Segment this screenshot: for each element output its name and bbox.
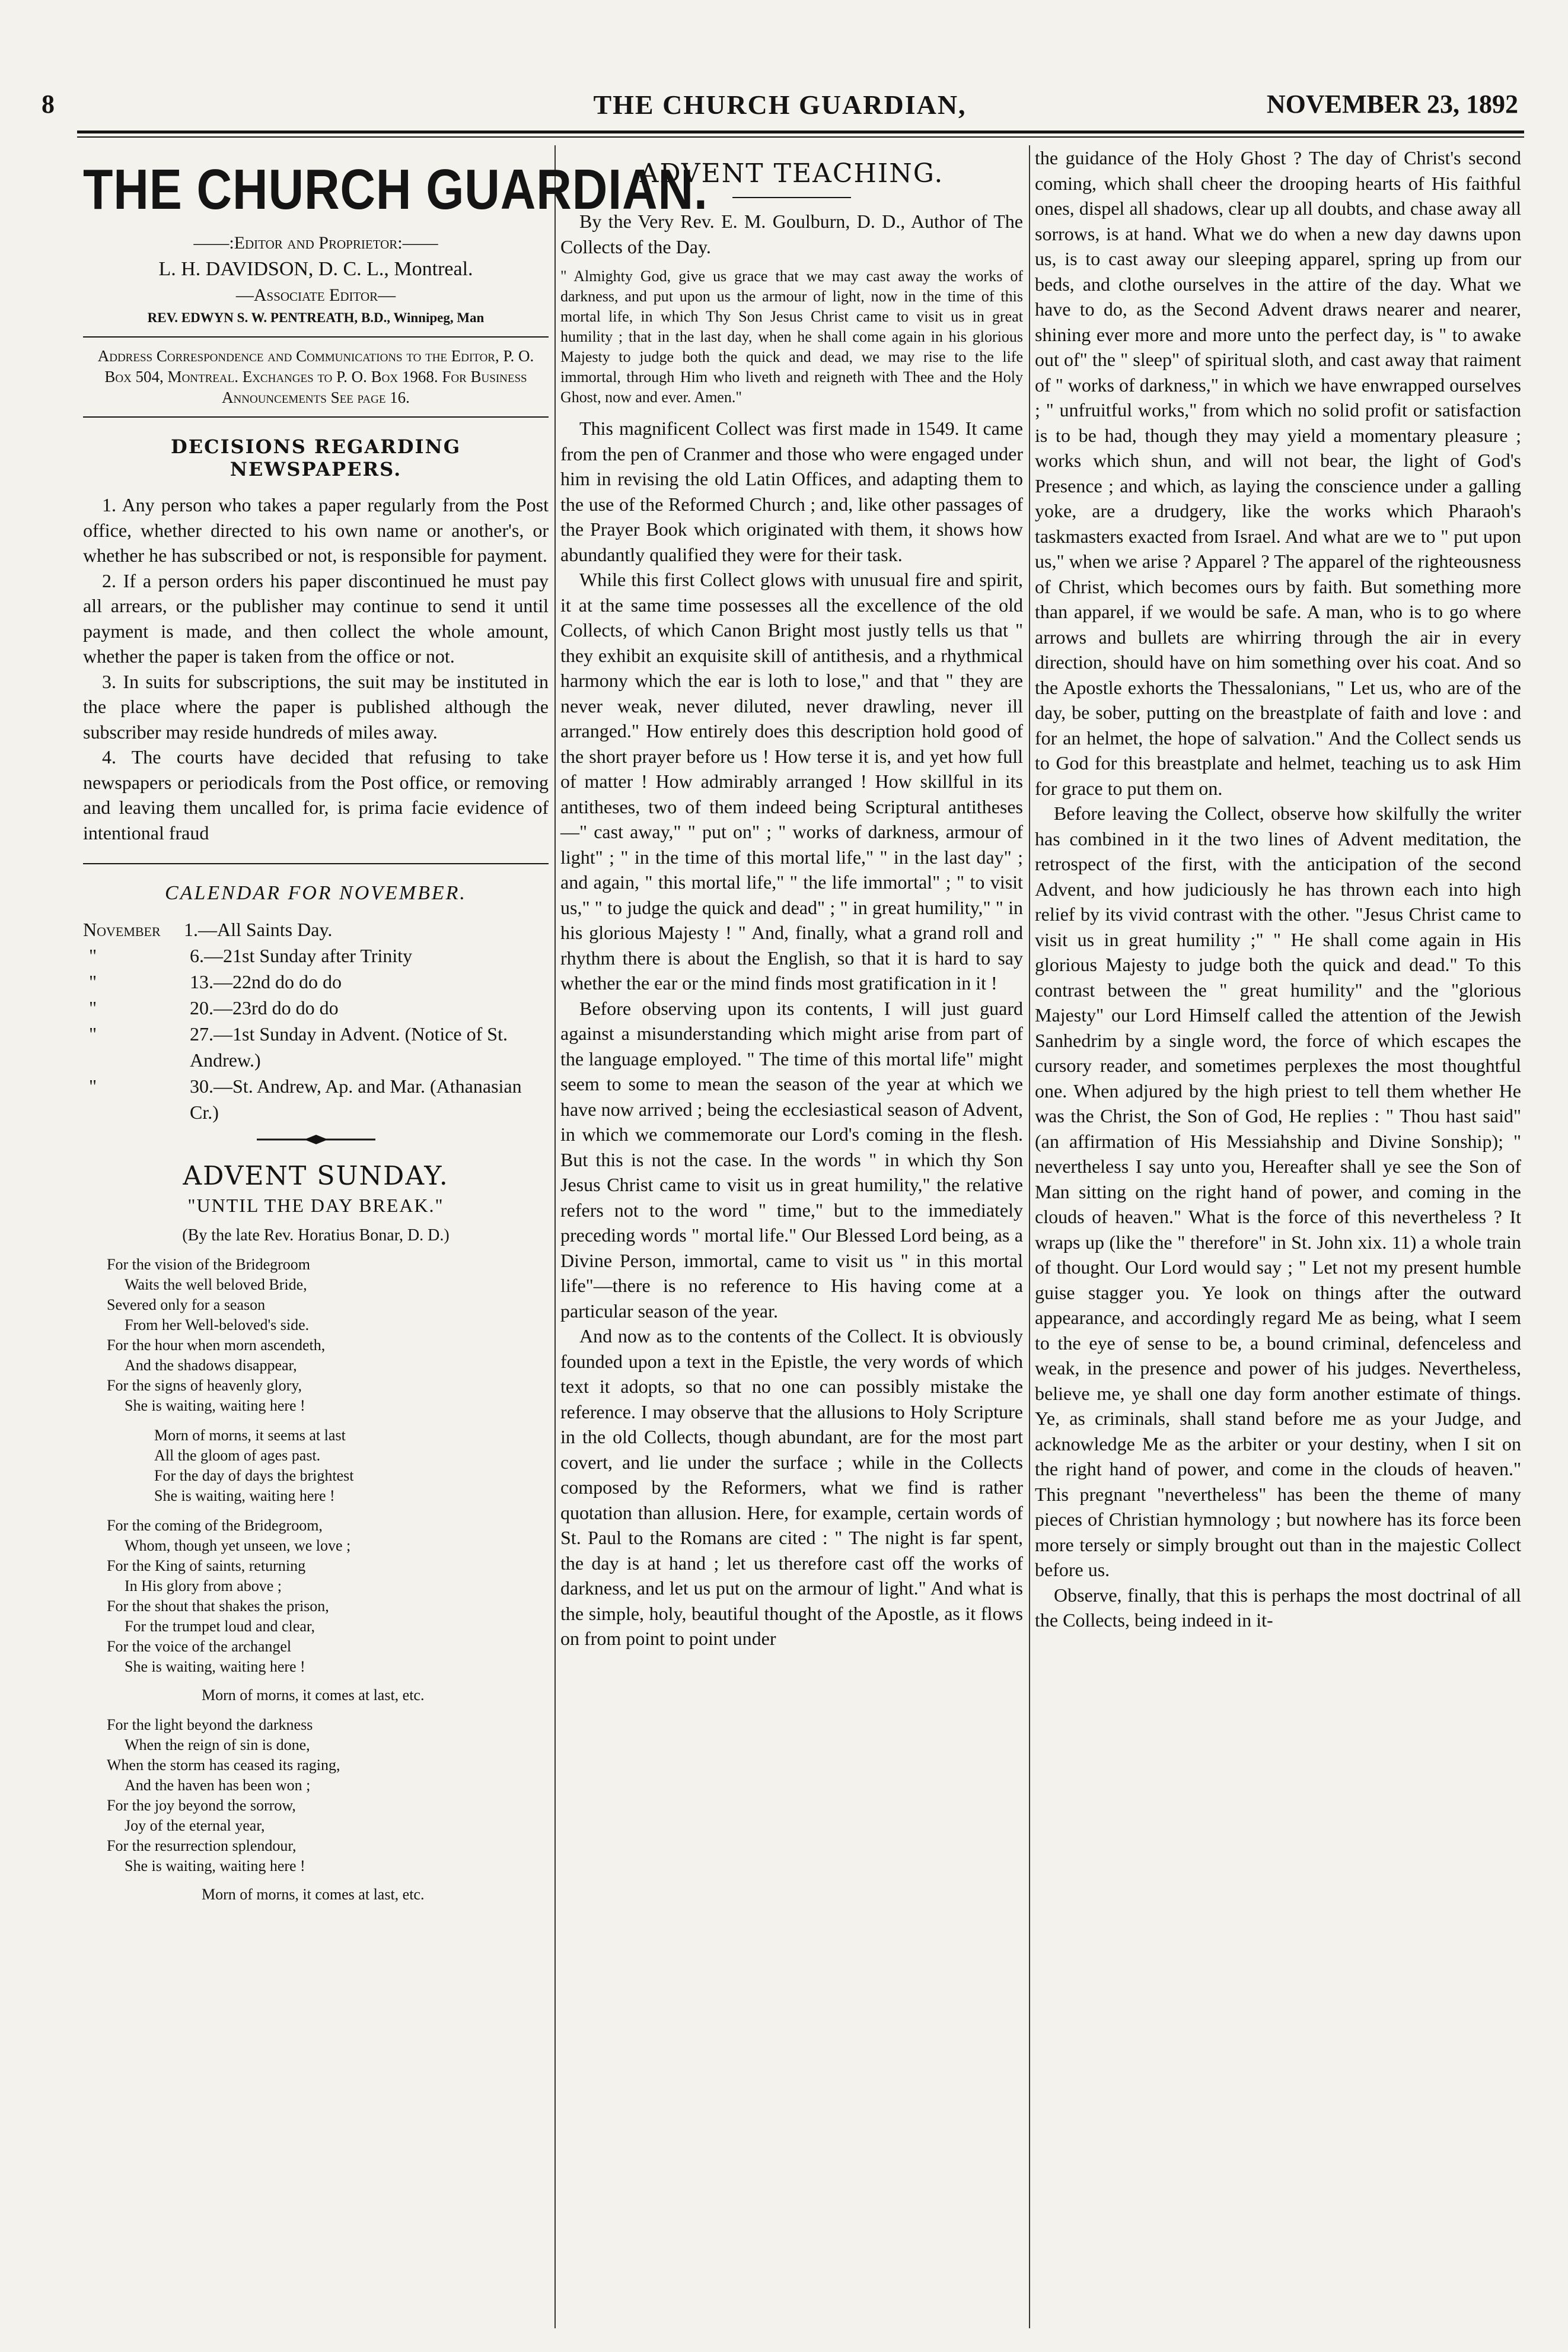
masthead-rule-2	[83, 416, 549, 418]
poem-line: For the signs of heavenly glory,	[107, 1377, 302, 1394]
calendar-row	[83, 1073, 549, 1125]
poem-line: Severed only for a season	[107, 1296, 266, 1313]
article-paragraph: the guidance of the Holy Ghost ? The day of Christ's second coming, which shall cheer the drooping hearts of His faithful ones, dispel all shadows, clear up all doubts, and chase away all sorrows, is at hand. What we do when a new day dawns upon us, is to cast away our sleeping apparel, spring up from our beds, and clothe ourselves in the attire of the day. What we have to do, as the Second Advent draws nearer and nearer, shining ever more and more unto the perfect day, is " to awake out of" the " sleep" of spiritual sloth, and cast away that raiment of " works of darkness," in which we have enwrapped ourselves ; " unfruitful works," from which no solid profit or satisfaction is to be had, though they may yield a momentary pleasure ; works which shun, and will not bear, the light of God's Presence ; and which, as laying the conscience under a galling yoke, are a drudgery, like the works which Pharaoh's taskmasters exacted from Israel. And what are we to " put upon us," when we arise ? Apparel ? The apparel of the righteousness of Christ, which becomes ours by faith. But something more than apparel, if we would be safe. A man, who is to go where arrows and bullets are whirring through the air in every direction, should have on him something over his coat. And so the Apostle exhorts the Thessalonians, " Let us, who are of the day, be sober, putting on the breastplate of faith and love : and for an helmet, the hope of salvation." And the Collect sends us to God for this breastplate and helmet, teaching us to ask Him for grace to put them on.	[1035, 147, 1521, 799]
column-3	[1035, 145, 1521, 2328]
page-number: 8	[42, 90, 55, 119]
poem-stanza	[107, 1255, 549, 1416]
poem-line: Waits the well beloved Bride,	[125, 1276, 307, 1293]
header-rule-thick	[77, 131, 1524, 133]
running-title: THE CHURCH GUARDIAN,	[593, 90, 967, 120]
poem-stanza	[107, 1715, 549, 1905]
section-rule	[83, 863, 549, 864]
poem-line: For the King of saints, returning	[107, 1557, 306, 1574]
poem-line: Morn of morns, it seems at last	[154, 1427, 346, 1444]
calendar-row	[83, 1021, 549, 1073]
article-paragraph: Observe, finally, that this is perhaps the most doctrinal of all the Collects, being indeed in it-	[1035, 1584, 1521, 1631]
column-divider-1	[554, 145, 556, 2328]
calendar-month: "	[89, 1023, 97, 1045]
calendar-entry: 1.—All Saints Day.	[184, 919, 333, 940]
column-divider-2	[1029, 145, 1030, 2328]
calendar-month: "	[89, 1075, 97, 1097]
collect-quote: " Almighty God, give us grace that we may cast away the works of darkness, and put upon us the armour of light, now in the time of this mortal life, in which Thy Son Jesus Christ came to visit us in great humility ; that in the last day, when he shall come again in his glorious Majesty to judge both the quick and dead, we may rise to the life immortal, through Him who liveth and reigneth with Thee and the Holy Ghost, now and ever. Amen."	[560, 268, 1023, 406]
poem-line: In His glory from above ;	[125, 1577, 282, 1594]
calendar-entry: 13.—22nd do do do	[190, 971, 342, 992]
poem-line: For the day of days the brightest	[154, 1467, 354, 1484]
issue-date: NOVEMBER 23, 1892	[1266, 90, 1518, 119]
calendar-entry: 27.—1st Sunday in Advent. (Notice of St. Andrew.)	[190, 1023, 508, 1071]
poem-line: For the light beyond the darkness	[107, 1716, 313, 1733]
decision-item: 2. If a person orders his paper discontinued he must pay all arrears, or the publisher may continue to send it until payment is made, and then collect the whole amount, whether the paper is taken from the office or not.	[83, 569, 549, 667]
calendar-row	[83, 969, 549, 995]
ornament-rule-icon	[257, 1134, 375, 1145]
poem-line: From her Well-beloved's side.	[125, 1316, 310, 1333]
poem-line: She is waiting, waiting here !	[125, 1397, 305, 1414]
poem-line: And the shadows disappear,	[125, 1357, 297, 1374]
calendar-row	[83, 995, 549, 1021]
poem-line: For the resurrection splendour,	[107, 1837, 297, 1854]
poem-line: For the voice of the archangel	[107, 1638, 292, 1655]
ornament-divider	[83, 1131, 549, 1150]
poem-line: All the gloom of ages past.	[154, 1447, 321, 1464]
poem-stanza	[107, 1516, 549, 1705]
calendar-entry: 30.—St. Andrew, Ap. and Mar. (Athanasian Cr.)	[190, 1075, 522, 1123]
decision-item: 1. Any person who takes a paper regularly from the Post office, whether directed to his own name or another's, or whether he has subscribed or not, is responsible for payment.	[83, 494, 549, 566]
poem-line: For the trumpet loud and clear,	[125, 1618, 315, 1635]
article-paragraph: While this first Collect glows with unusual fire and spirit, it at the same time possesses all the excellence of the old Collects, of which Canon Bright most justly tells us that " they exhibit an exquisite skill of antithesis, and a rhythmical harmony which the ear is loth to lose," and that " they are never weak, never diluted, never drawling, never ill arranged." How entirely does this description hold good of the short prayer before us ! How terse it is, and yet how full of matter ! How admirably arranged ! How skillful in its antitheses, two of them indeed being Scriptural antitheses—" cast away," " put on" ; " works of darkness, armour of light" ; " in the time of this mortal life," " in the last day" ; and again, " this mortal life," " the life immortal" ; " to visit us," " to judge the quick and dead" ; " in great humility," " in his glorious Majesty ! " And, finally, what a grand roll and rhythm there is about the English, so that it is hard to say whether the ear or the mind finds most gratification in it !	[560, 569, 1023, 994]
poem-line: For the vision of the Bridegroom	[107, 1256, 311, 1273]
column-2	[560, 145, 1023, 2328]
poem-line: For the coming of the Bridegroom,	[107, 1517, 323, 1534]
editor-name: L. H. DAVIDSON, D. C. L., Montreal.	[158, 258, 473, 280]
poem-refrain-line: Morn of morns, it comes at last, etc.	[202, 1686, 425, 1704]
poem-line: She is waiting, waiting here !	[125, 1857, 305, 1874]
calendar-month: "	[89, 971, 97, 992]
poem-line: Joy of the eternal year,	[125, 1817, 265, 1834]
masthead-rule	[83, 336, 549, 338]
advent-sunday-heading: ADVENT SUNDAY.	[183, 1161, 449, 1191]
calendar-row	[83, 943, 549, 969]
poem-line: She is waiting, waiting here !	[154, 1487, 335, 1504]
poem-refrain	[154, 1425, 549, 1506]
running-header	[36, 89, 1524, 125]
article-paragraph: Before observing upon its contents, I will just guard against a misunderstanding which might arise from part of the language employed. " The time of this mortal life" might seem to some to mean the season of the year at which we have now arrived ; being the ecclesiastical season of Advent, in which we commemorate our Lord's coming in the flesh. But this is not the case. In the words " in which thy Son Jesus Christ came to visit us in great humility," the relative refers not to the word " time," but to the immediately preceding words " mortal life." Our Blessed Lord being, as a Divine Person, immortal, came to visit us " in this mortal life"—there is no reference to His having come at a particular season of the year.	[560, 997, 1023, 1322]
poem-line: And the haven has been won ;	[125, 1777, 311, 1794]
article-byline: By the Very Rev. E. M. Goulburn, D. D., Author of The Collects of the Day.	[560, 211, 1023, 257]
calendar-month: November	[83, 919, 161, 940]
heading-rule	[732, 197, 851, 198]
calendar-entry: 20.—23rd do do do	[190, 997, 339, 1019]
poem-line: For the hour when morn ascendeth,	[107, 1336, 326, 1354]
poem-line: For the joy beyond the sorrow,	[107, 1797, 296, 1814]
advent-teaching-heading: ADVENT TEACHING.	[639, 158, 944, 189]
calendar-row	[83, 916, 549, 943]
poem-line: When the storm has ceased its raging,	[107, 1756, 340, 1774]
calendar-month: "	[89, 945, 97, 966]
poem-line: When the reign of sin is done,	[125, 1736, 310, 1753]
article-paragraph: Before leaving the Collect, observe how skilfully the writer has combined in it the two lines of Advent meditation, the retrospect of the first, with the anticipation of the second Advent, and how judiciously he has thrown each into high relief by its vivid contrast with the other. "Jesus Christ came to visit us in great humility ;" " He shall come again in His glorious Majesty to judge both the quick and dead." To this contrast between the " great humility" and the "glorious Majesty" our Lord Himself called the attention of the Jewish Sanhedrim by a single word, the force of which escapes the cursory reader, and sometimes perplexes the most thoughtful one. When adjured by the high priest to tell them whether He was the Christ, the Son of God, He replies : " Thou hast said" (an affirmation of His Messiahship and Divine Sonship); " nevertheless I say unto you, Hereafter shall ye see the Son of Man sitting on the right hand of power, and coming in the clouds of heaven." What is the force of this nevertheless ? It wraps up (like the " therefore" in St. John xix. 11) a whole train of thought. Our Lord would say ; " Let not my present humble guise stagger you. Ye look on things after the outward appearance, and accordingly regard Me as being, what I seem to the eye of sense to be, a bound criminal, defenceless and weak, in the presence and power of his judges. Nevertheless, believe me, ye shall one day form another estimate of things. Ye, as criminals, shall stand before me as your Judge, and acknowledge Me as the arbiter or your destiny, when I sit on the right hand of power, and come in the clouds of heaven." This pregnant "nevertheless" has been the theme of many pieces of Christian hymnology ; but nowhere has its force been more tersely or simply brought out than in the majestic Collect before us.	[1035, 803, 1521, 1580]
poem-refrain-line: Morn of morns, it comes at last, etc.	[202, 1886, 425, 1903]
article-paragraph: And now as to the contents of the Collect. It is obviously founded upon a text in the Epistle, the very words of which text it adopts, so that no one can possibly mistake the reference. I may observe that the allusions to Holy Scripture in the old Collects, though abundant, are for the most part covert, and lie under the surface ; while in the Collects composed by the Reformers, what we find is rather quotation than allusion. Here, for example, certain words of St. Paul to the Romans are cited : " The night is far spent, the day is at hand ; let us therefore cast off the works of darkness, and let us put on the armour of light." And what is the simple, holy, beautiful thought of the Apostle, as it flows on from point to point under	[560, 1325, 1023, 1649]
associate-editor-label: —Associate Editor—	[235, 285, 396, 305]
header-rule-thin	[77, 136, 1524, 138]
decision-item: 3. In suits for subscriptions, the suit may be instituted in the place where the paper is published although the subscriber may reside hundreds of miles away.	[83, 670, 549, 743]
associate-editor-name: REV. EDWYN S. W. PENTREATH, B.D., Winnipeg, Man	[147, 310, 485, 325]
decision-item: 4. The courts have decided that refusing to take newspapers or periodicals from the Post office, or removing and leaving them uncalled for, is prima facie evidence of intentional fraud	[83, 746, 549, 844]
calendar-month: "	[89, 997, 97, 1019]
calendar-entry: 6.—21st Sunday after Trinity	[190, 945, 413, 966]
advent-sunday-subheading: "UNTIL THE DAY BREAK."	[187, 1195, 444, 1216]
masthead-title: THE CHURCH GUARDIAN.	[83, 158, 708, 221]
poem-line: Whom, though yet unseen, we love ;	[125, 1537, 351, 1554]
editor-label: ——:Editor and Proprietor:——	[193, 233, 438, 253]
poem-line: She is waiting, waiting here !	[125, 1658, 305, 1675]
decisions-heading: DECISIONS REGARDING NEWSPAPERS.	[170, 435, 461, 480]
column-1	[83, 145, 708, 2328]
address-note: Address Correspondence and Communications to the Editor, P. O. Box 504, Montreal. Exchanges to P. O. Box 1968. For Business Announcements See page 16.	[97, 347, 534, 406]
poem-byline: (By the late Rev. Horatius Bonar, D. D.)	[182, 1226, 450, 1245]
calendar-title: CALENDAR FOR NOVEMBER.	[165, 882, 467, 904]
article-paragraph: This magnificent Collect was first made in 1549. It came from the pen of Cranmer and those who were engaged under him in revising the old Latin Offices, and adapting them to the use of the Reformed Church ; and, like other passages of the Prayer Book which originated with them, it shows how abundantly qualified they were for their task.	[560, 418, 1023, 565]
poem-line: For the shout that shakes the prison,	[107, 1597, 329, 1615]
